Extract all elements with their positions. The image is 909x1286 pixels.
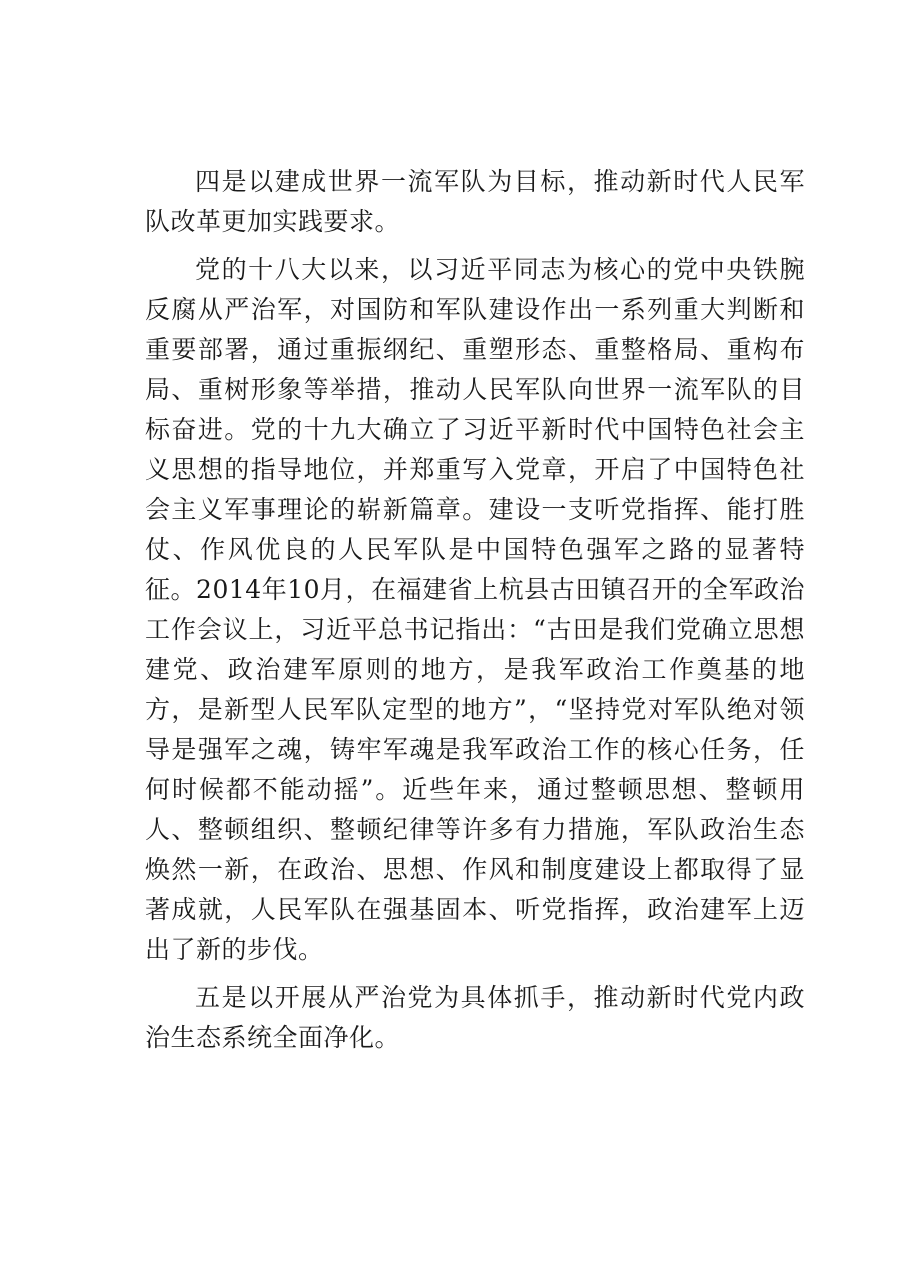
document-body bbox=[145, 162, 805, 1066]
paragraph-point-five: 五是以开展从严治党为具体抓手，推动新时代党内政治生态系统全面净化。 bbox=[145, 983, 805, 1052]
paragraph-military-reform: 党的十八大以来，以习近平同志为核心的党中央铁腕反腐从严治军，对国防和军队建设作出一系列重大判断和重要部署，通过重振纲纪、重塑形态、重整格局、重构布局、重树形象等举措，推动人民军队向世界一流军队的目标奋进。党的十九大确立了习近平新时代中国特色社会主义思想的指导地位，并郑重写入党章，开启了中国特色社会主义军事理论的崭新篇章。建设一支听党指挥、能打胜仗、作风优良的人民军队是中国特色强军之路的显著特征。2014年10月，在福建省上杭县古田镇召开的全军政治工作会议上，习近平总书记指出：“古田是我们党确立思想建党、政治建军原则的地方，是我军政治工作奠基的地方，是新型人民军队定型的地方”，“坚持党对军队绝对领导是强军之魂，铸牢军魂是我军政治工作的核心任务，任何时候都不能动摇”。近些年来，通过整顿思想、整顿用人、整顿组织、整顿纪律等许多有力措施，军队政治生态焕然一新，在政治、思想、作风和制度建设上都取得了显著成就，人民军队在强基固本、听党指挥，政治建军上迈出了新的步伐。 bbox=[145, 255, 805, 964]
paragraph-point-four: 四是以建成世界一流军队为目标，推动新时代人民军队改革更加实践要求。 bbox=[145, 167, 805, 236]
